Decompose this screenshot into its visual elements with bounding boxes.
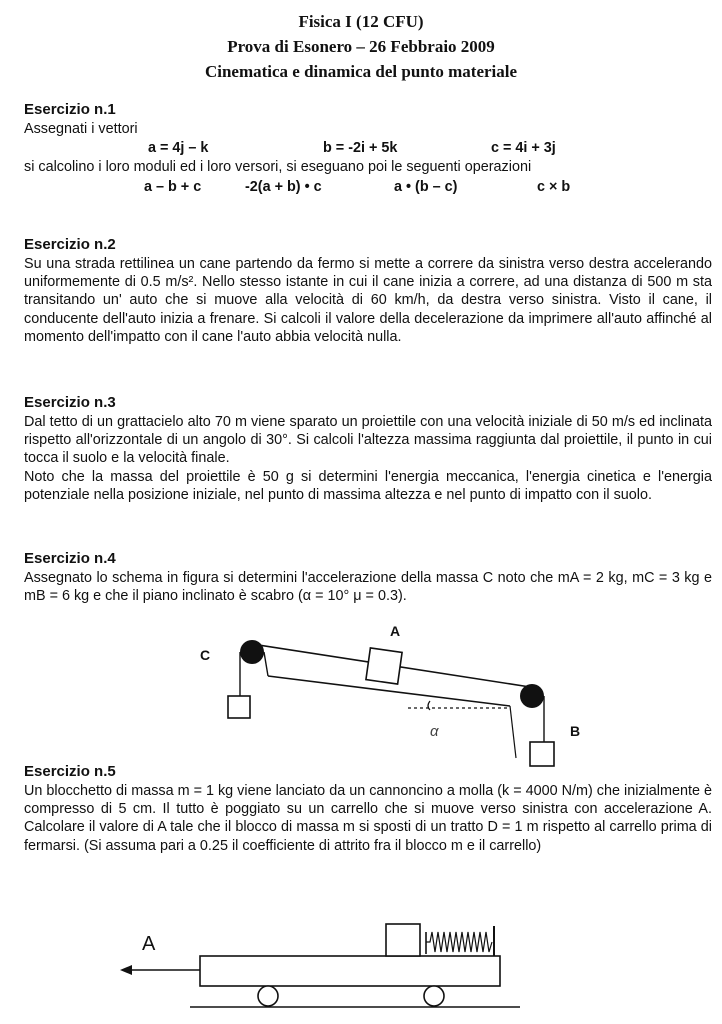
label-c: C [200,647,211,663]
exam-subtitle: Cinematica e dinamica del punto materiale [204,62,518,81]
course-title: Fisica I (12 CFU) [298,12,424,31]
label-acceleration: A [142,933,156,955]
vector-c: c = 4i + 3j [491,140,556,156]
exercise-1-title: Esercizio n.1 [24,101,116,118]
exercise-2-text: Su una strada rettilinea un cane partendo da fermo si mette a correre da sinistra verso destra accelerando uniformemente di 0.5 m/s². Nello stesso istante in cui il cane inizia a correre, ad una distanza di 500 m sta transitando un' auto che si muove alla velocità di 60 km/h, da destra verso sinistra. Visto il cane, il conducente dell'auto inizia a frenare. Si calcoli il valore della decelerazione da imprimere all'auto affinché al momento dell'impatto con il cane l'auto abbia velocità nulla. [24,256,712,345]
block-a [366,648,402,684]
cart-body [200,956,500,986]
cart-figure [110,918,540,1018]
operation-4: c × b [537,179,571,195]
right-wheel [424,986,444,1006]
label-b: B [570,723,581,739]
exercise-3-text-1: Dal tetto di un grattacielo alto 70 m viene sparato un proiettile con una velocità iniziale di 50 m/s ed inclinata rispetto all'orizzontale di un angolo di 30°. Si calcoli l'altezza massima raggiunta dal proiettile, il punto in cui tocca il suolo e la velocità finale. [24,414,712,467]
label-alpha: α [430,723,439,740]
left-wheel [258,986,278,1006]
block-m [386,924,420,956]
block-c [228,696,250,718]
exercise-5-text: Un blocchetto di massa m = 1 kg viene lanciato da un cannoncino a molla (k = 4000 N/m) che inizialmente è compresso di 5 cm. Il tutto è poggiato su un carrello che si muove verso sinistra con accelerazione A. Calcolare il valore di A tale che il blocco di massa m si sposti di un tratto D = 1 m rispetto al carrello prima di fermarsi. (Si assuma pari a 0.25 il coefficiente di attrito fra il blocco m e il carrello) [24,783,712,854]
vector-a: a = 4j – k [148,140,209,156]
exercise-4-title: Esercizio n.4 [24,550,116,567]
operation-3: a • (b – c) [394,179,458,195]
spring [426,932,492,952]
right-pulley [520,684,544,708]
exercise-5-title: Esercizio n.5 [24,763,116,780]
exercise-3-title: Esercizio n.3 [24,394,116,411]
exercise-1-instruction: si calcolino i loro moduli ed i loro versori, si eseguano poi le seguenti operazioni [24,159,532,175]
block-b [530,742,554,766]
exercise-4-text: Assegnato lo schema in figura si determini l'accelerazione della massa C noto che mA = 2 kg, mC = 3 kg e mB = 6 kg e che il piano inclinato è scabro (α = 10° μ = 0.3). [24,570,712,605]
exercise-3-text-2: Noto che la massa del proiettile è 50 g si determini l'energia meccanica, l'energia cinetica e l'energia potenziale nella posizione iniziale, nel punto di massima altezza e nel punto di impatto con il suolo. [24,469,712,504]
operation-1: a – b + c [144,179,202,195]
vector-b: b = -2i + 5k [323,140,398,156]
angle-arc [428,701,430,710]
exercise-2-title: Esercizio n.2 [24,236,116,253]
exercise-1-intro: Assegnati i vettori [24,121,138,137]
operation-2: -2(a + b) • c [245,179,322,195]
inclined-plane-figure [190,618,590,778]
label-a: A [390,623,401,639]
exam-title: Prova di Esonero – 26 Febbraio 2009 [227,37,495,56]
left-pulley [240,640,264,664]
